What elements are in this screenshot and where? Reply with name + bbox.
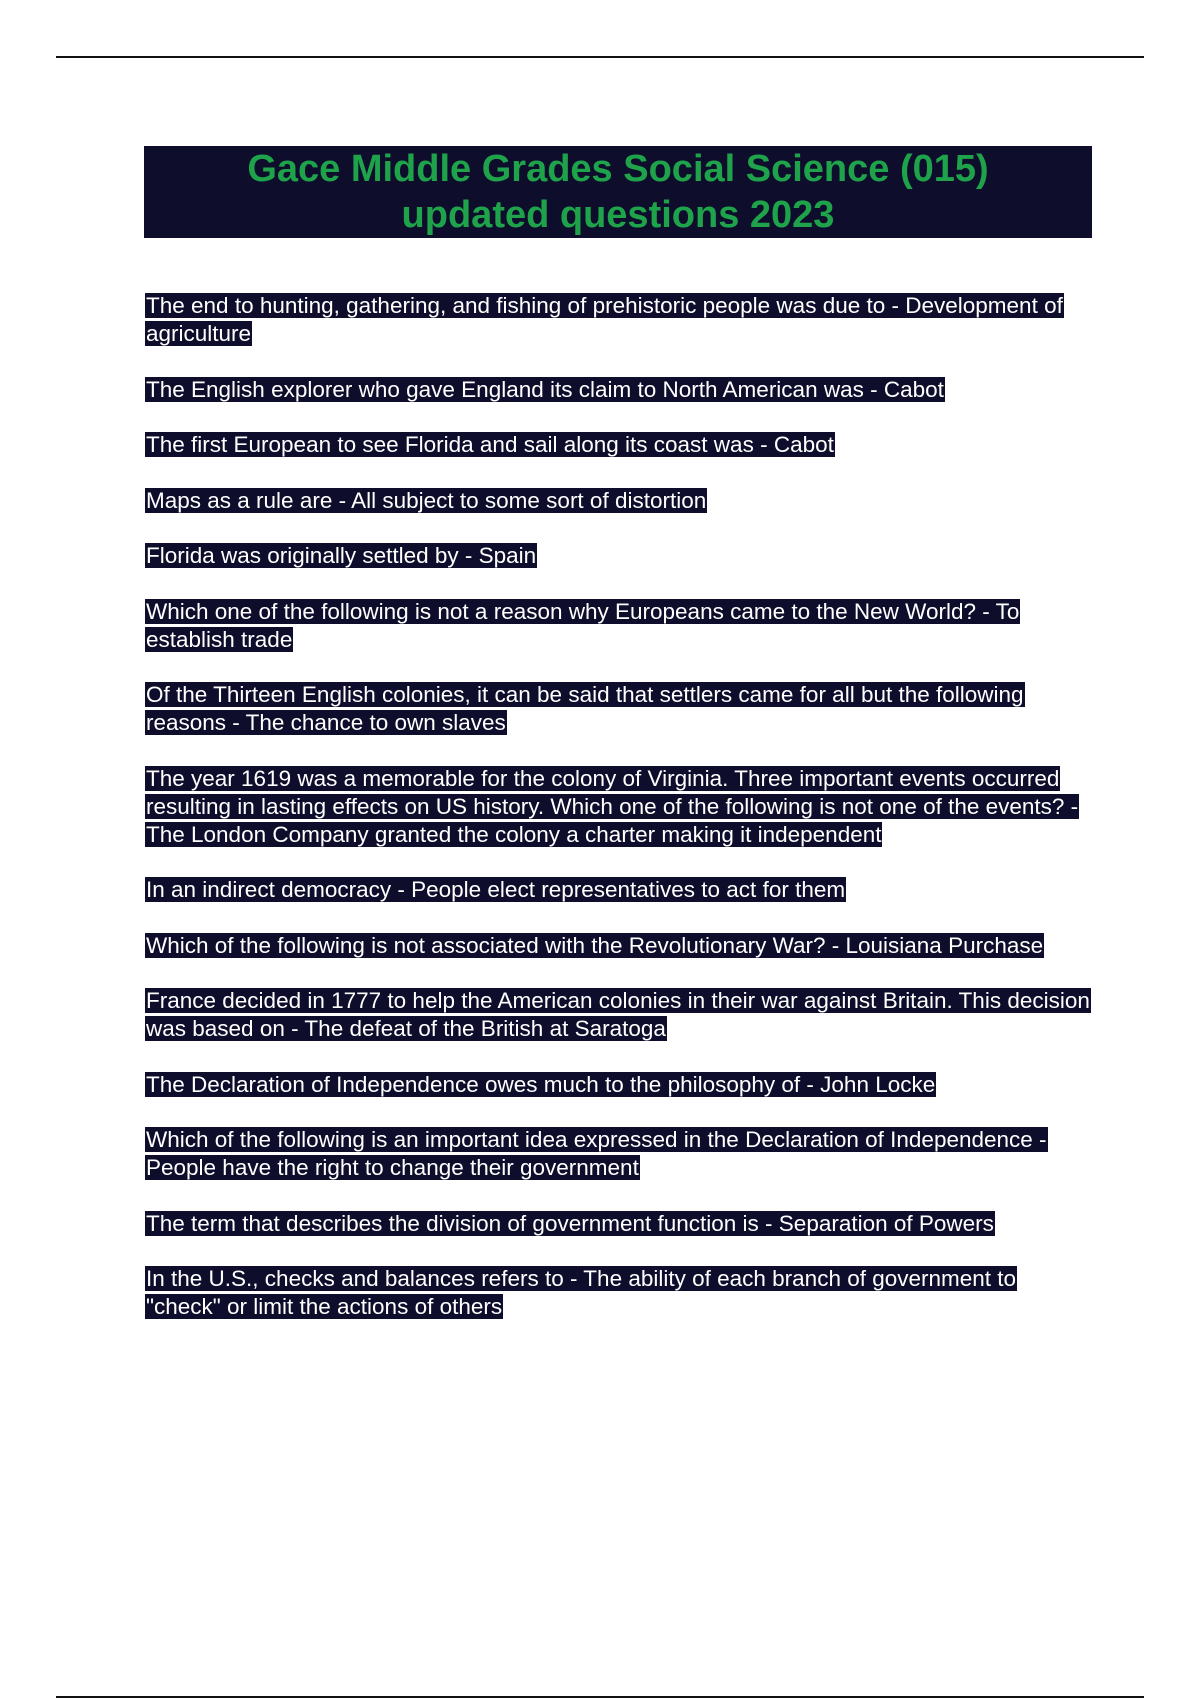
list-item [145,292,1095,348]
question-answer-text: Of the Thirteen English colonies, it can be said that settlers came for all but the following reasons - The chance to own slaves [146,682,1024,735]
question-answer-text: Which of the following is an important idea expressed in the Declaration of Independence - People have the right to change their government [146,1127,1047,1180]
question-answer-text: Florida was originally settled by - Spain [146,543,537,568]
bottom-rule [56,1696,1144,1698]
list-item [145,598,1095,654]
list-item [145,932,1095,960]
list-item [145,681,1095,737]
question-answer-text: The term that describes the division of government function is - Separation of Powers [146,1210,994,1236]
list-item [145,1071,1095,1099]
question-answer-text: The English explorer who gave England its claim to North American was - Cabot [146,376,944,402]
question-answer-text: The year 1619 was a memorable for the colony of Virginia. Three important events occurred resulting in lasting effects on US history. Which one of the following is not one of the events? - The London Company granted the colony a charter making it independent [146,765,1079,847]
question-answer-text: Maps as a rule are - All subject to some sort of distortion [146,487,707,513]
question-list [145,292,1095,1349]
list-item [145,987,1095,1043]
question-answer-text: In the U.S., checks and balances refers to - The ability of each branch of government to "check" or limit the actions of others [146,1266,1017,1319]
question-answer-text: In an indirect democracy - People elect representatives to act for them [146,877,846,902]
question-answer-text: Which one of the following is not a reason why Europeans came to the New World? - To establish trade [146,598,1020,652]
list-item [145,876,1095,904]
title-banner [144,146,1092,238]
list-item [145,1126,1095,1182]
list-item [145,1265,1095,1321]
list-item [145,765,1095,849]
question-answer-text: The Declaration of Independence owes much to the philosophy of - John Locke [146,1071,936,1097]
question-answer-text: The first European to see Florida and sail along its coast was - Cabot [146,432,834,457]
top-rule [56,56,1144,58]
question-answer-text: Which of the following is not associated with the Revolutionary War? - Louisiana Purchase [146,932,1044,958]
question-answer-text: The end to hunting, gathering, and fishing of prehistoric people was due to - Development of agriculture [146,293,1063,346]
question-answer-text: France decided in 1777 to help the American colonies in their war against Britain. This decision was based on - The defeat of the British at Saratoga [146,988,1090,1041]
list-item [145,1210,1095,1238]
document-title: Gace Middle Grades Social Science (015) updated questions 2023 [247,148,989,236]
list-item [145,542,1095,570]
list-item [145,376,1095,404]
list-item [145,431,1095,459]
list-item [145,487,1095,515]
